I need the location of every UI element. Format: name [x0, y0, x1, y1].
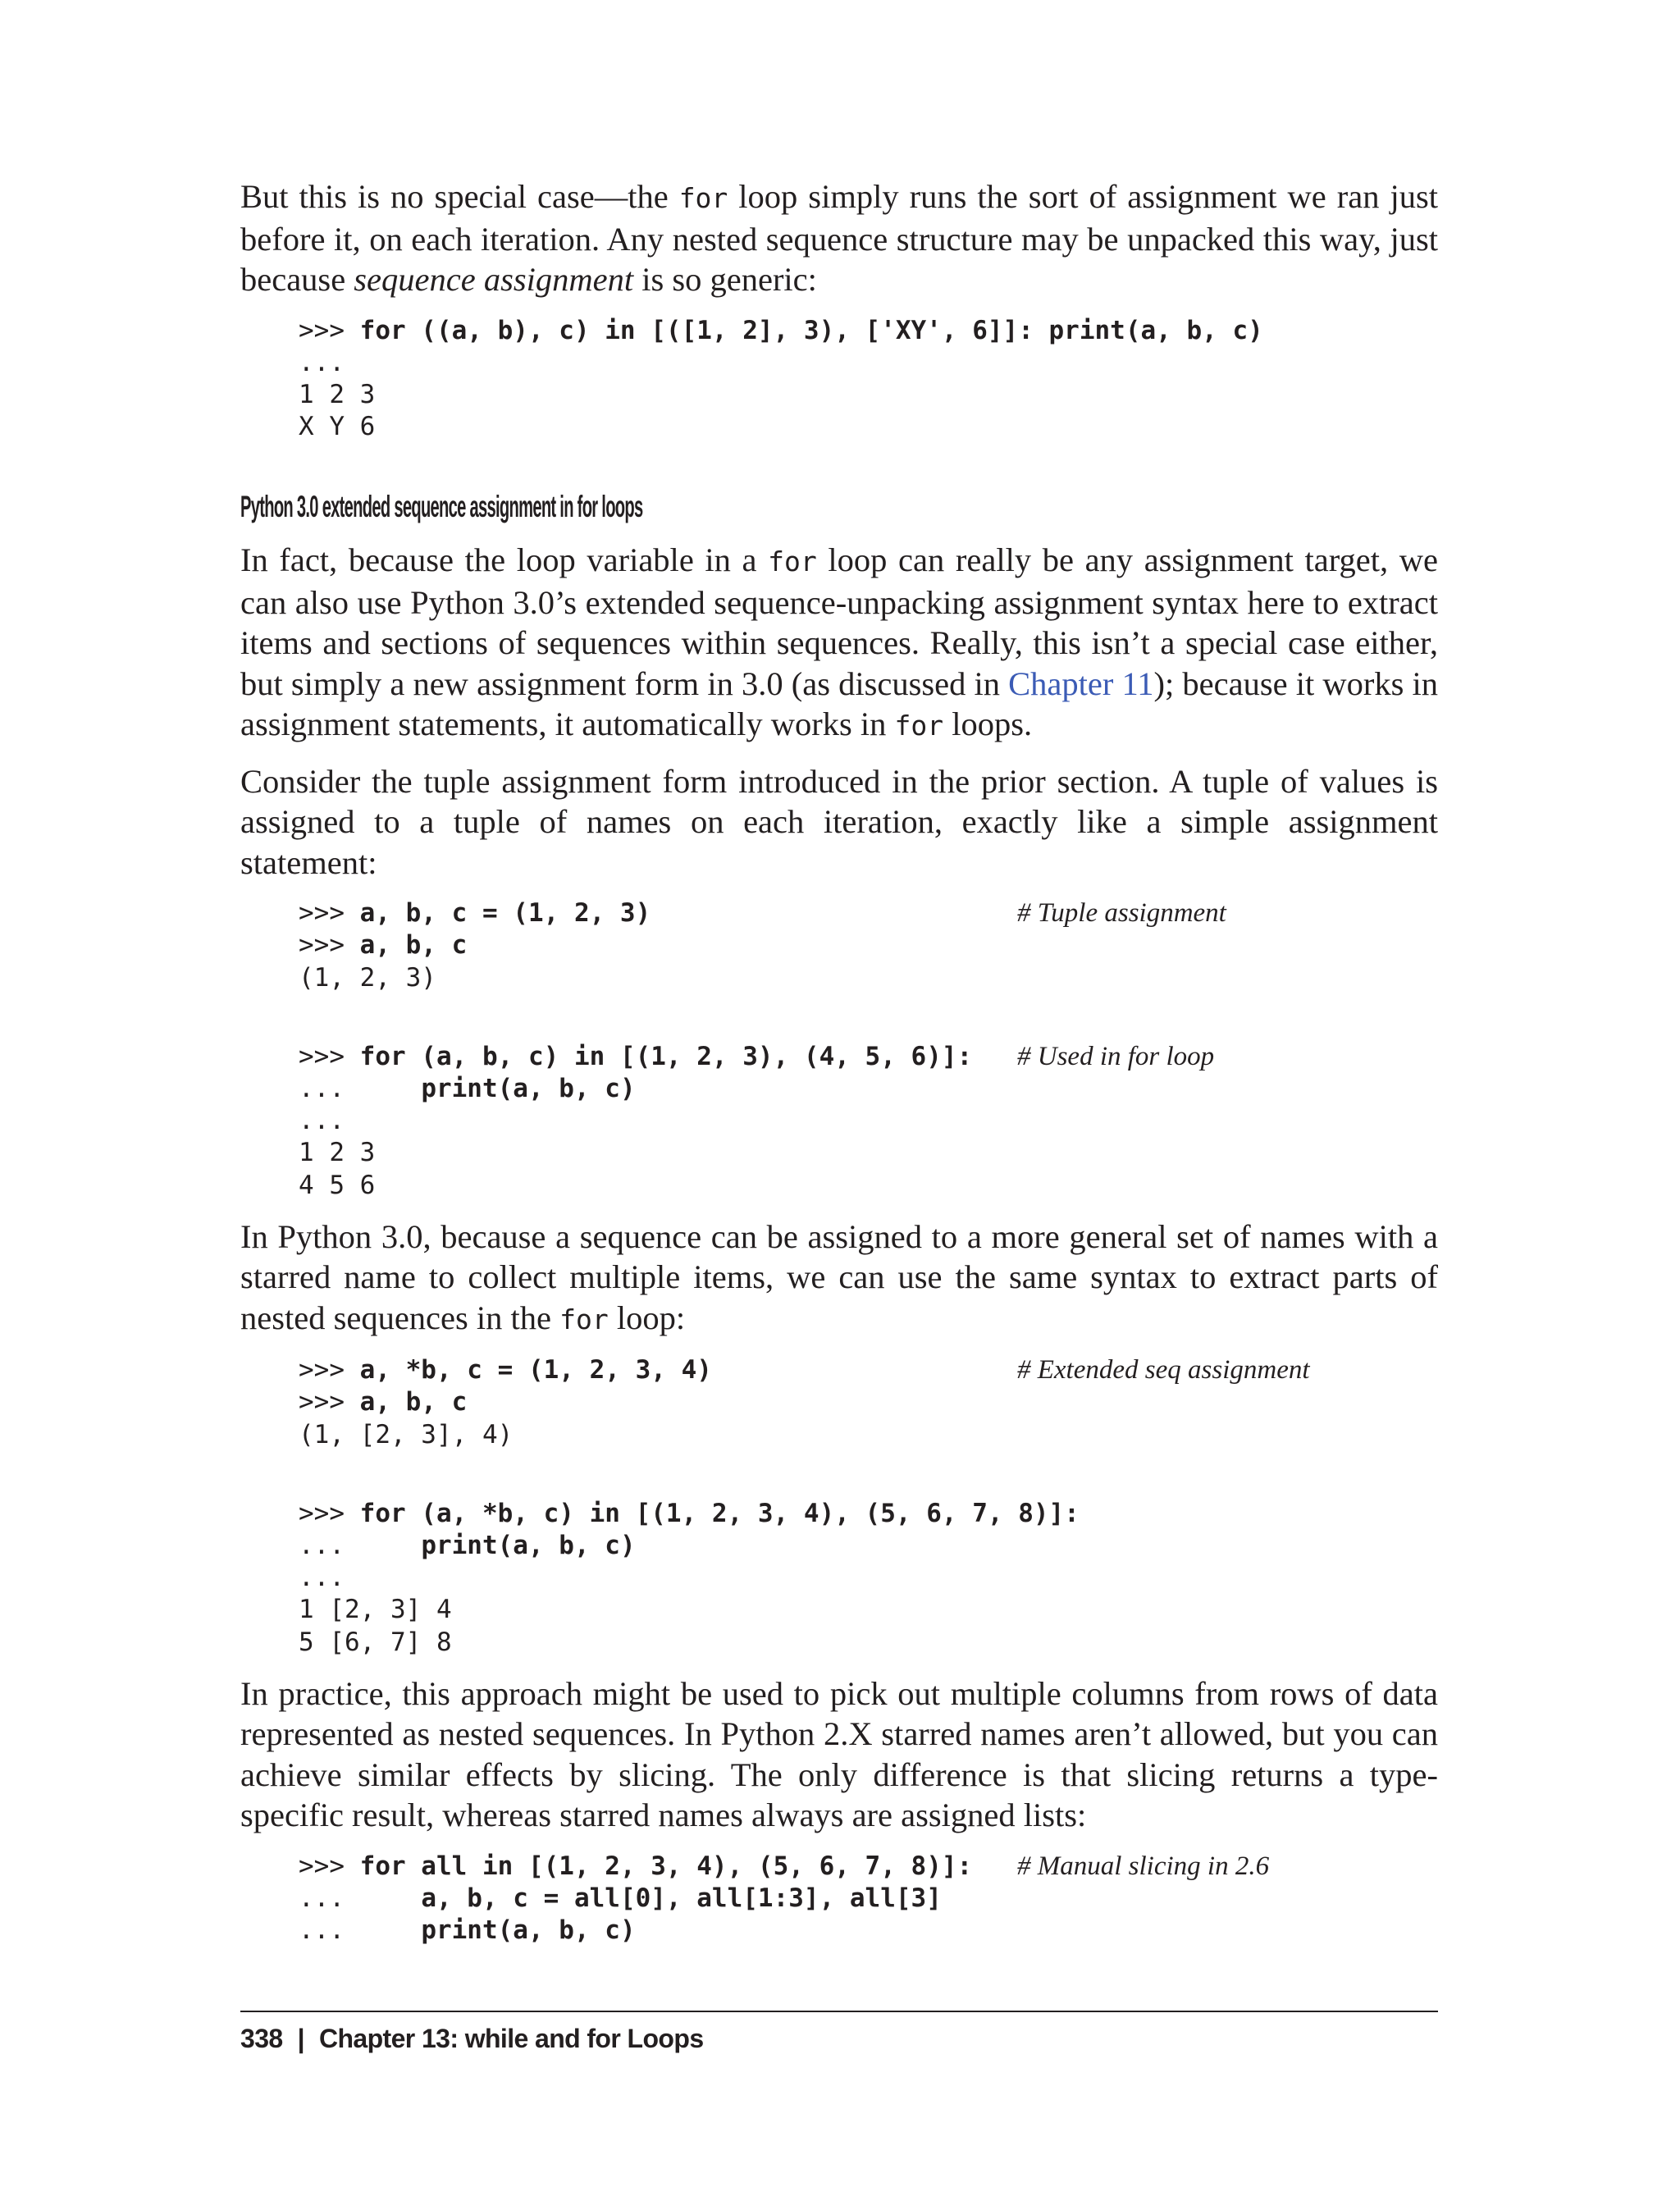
- code-prompt: 1 [2, 3] 4: [299, 1595, 452, 1625]
- code-line: [299, 1354, 1438, 1386]
- code-input: a, b, c: [359, 930, 468, 961]
- text: But this is no special case—the: [240, 178, 679, 215]
- code-line: [299, 379, 1438, 411]
- code-prompt: >>>: [299, 930, 360, 961]
- footer-rule: [240, 2011, 1438, 2012]
- code-input: a, b, c = (1, 2, 3): [359, 898, 651, 929]
- code-line: [299, 1883, 1438, 1915]
- code-comment: # Manual slicing in 2.6: [1017, 1851, 1270, 1881]
- code-block-4: [299, 1354, 1438, 1483]
- code-prompt: ...: [299, 1531, 422, 1560]
- text: loops.: [943, 705, 1033, 743]
- code-comment: # Used in for loop: [1017, 1041, 1215, 1071]
- code-spacer: [299, 1451, 1438, 1483]
- paragraph-5: In practice, this approach might be used to pick out multiple columns from rows of data represented as nested sequences. In Python 2.X starred names aren’t allowed, but you can achieve similar effects by slicing. The only difference is that slicing returns a type-specific result, whereas starred names always are assigned lists:: [240, 1674, 1438, 1834]
- paragraph-2: [240, 540, 1438, 746]
- code-block-2: [299, 897, 1438, 1026]
- code-prompt: X Y 6: [299, 412, 376, 442]
- inline-code: for: [894, 710, 944, 742]
- code-line: [299, 1915, 1438, 1947]
- code-input: a, *b, c = (1, 2, 3, 4): [359, 1355, 712, 1386]
- paragraph-4: [240, 1217, 1438, 1340]
- code-line: [299, 1594, 1438, 1626]
- code-block-6: [299, 1851, 1438, 1947]
- code-prompt: >>>: [299, 1041, 360, 1071]
- page-footer: [240, 2011, 1438, 2054]
- code-prompt: 5 [6, 7] 8: [299, 1627, 452, 1657]
- code-prompt: 1 2 3: [299, 1138, 376, 1168]
- paragraph-3: Consider the tuple assignment form introduced in the prior section. A tuple of values is assigned to a tuple of names on each iteration, exactly like a simple assignment statement:: [240, 762, 1438, 881]
- code-comment: # Tuple assignment: [1017, 898, 1226, 929]
- code-line: [299, 1073, 1438, 1105]
- code-line: [299, 1137, 1438, 1169]
- text: In Python 3.0, because a sequence can be assigned to a more general set of names with a starred name to collect multiple items, we can use the same syntax to extract parts of nested sequences in the: [240, 1217, 1438, 1336]
- code-prompt: ...: [299, 1074, 422, 1103]
- code-line: [299, 1530, 1438, 1562]
- code-prompt: ...: [299, 1106, 345, 1136]
- chapter-title: Chapter 13: while and for Loops: [318, 2024, 704, 2053]
- italic-term: sequence assignment: [354, 261, 634, 298]
- code-line: [299, 315, 1438, 347]
- code-line: [299, 1498, 1438, 1530]
- text: is so generic:: [633, 261, 817, 298]
- code-line: [299, 1419, 1438, 1451]
- inline-code: for: [768, 546, 817, 578]
- code-line: [299, 897, 1438, 929]
- code-input: print(a, b, c): [421, 1915, 636, 1946]
- code-line: [299, 962, 1438, 994]
- inline-code: for: [678, 182, 728, 214]
- page-content: [240, 176, 1438, 1961]
- code-prompt: ...: [299, 1883, 422, 1913]
- code-line: [299, 1170, 1438, 1202]
- code-input: for all in [(1, 2, 3, 4), (5, 6, 7, 8)]:: [359, 1851, 973, 1881]
- code-input: print(a, b, c): [421, 1531, 636, 1560]
- code-block-5: [299, 1498, 1438, 1659]
- code-prompt: >>>: [299, 1355, 360, 1386]
- page-number: 338: [240, 2024, 283, 2053]
- text: loop:: [608, 1299, 686, 1336]
- code-line: [299, 411, 1438, 443]
- code-prompt: ...: [299, 1563, 345, 1593]
- code-prompt: >>>: [299, 898, 360, 929]
- code-line: [299, 1562, 1438, 1594]
- code-prompt: ...: [299, 347, 345, 377]
- code-prompt: >>>: [299, 1851, 360, 1881]
- code-input: a, b, c = all[0], all[1:3], all[3]: [421, 1883, 942, 1913]
- code-input: a, b, c: [359, 1387, 468, 1418]
- inline-code: for: [559, 1303, 609, 1335]
- paragraph-1: [240, 176, 1438, 300]
- section-heading: Python 3.0 extended sequence assignment in for loops: [240, 490, 643, 524]
- code-input: for ((a, b), c) in [([1, 2], 3), ['XY', 6]]: print(a, b, c): [359, 315, 1263, 345]
- code-line: [299, 1627, 1438, 1659]
- text: loop simply runs the sort of assignment we ran just before it, on each iteration. Any nested sequence structure may be unpacked this way, just because: [240, 178, 1439, 298]
- code-line: [299, 347, 1438, 379]
- code-line: [299, 929, 1438, 961]
- code-prompt: 4 5 6: [299, 1170, 376, 1200]
- code-prompt: ...: [299, 1915, 422, 1946]
- code-prompt: (1, 2, 3): [299, 962, 436, 993]
- text: loop can really be any assignment target, we can also use Python 3.0’s extended sequence-unpacking assignment syntax here to extract items and sections of sequences within sequences. Really, this isn’t a special case either, but simply a new assignment form in 3.0 (as discussed in: [240, 541, 1438, 702]
- code-input: print(a, b, c): [421, 1074, 636, 1103]
- footer-text: [240, 2024, 1438, 2054]
- code-prompt: (1, [2, 3], 4): [299, 1419, 514, 1449]
- code-block-1: [299, 315, 1438, 444]
- code-input: for (a, *b, c) in [(1, 2, 3, 4), (5, 6, 7, 8)]:: [359, 1498, 1080, 1528]
- code-line: [299, 1105, 1438, 1137]
- text: In fact, because the loop variable in a: [240, 541, 769, 579]
- text: ); because it works in assignment statements, it automatically works in: [240, 664, 1439, 743]
- code-line: [299, 1386, 1438, 1418]
- code-input: for (a, b, c) in [(1, 2, 3), (4, 5, 6)]:: [359, 1041, 973, 1071]
- code-prompt: >>>: [299, 315, 360, 345]
- code-block-3: [299, 1041, 1438, 1202]
- code-prompt: >>>: [299, 1498, 360, 1528]
- code-line: [299, 1041, 1438, 1073]
- code-spacer: [299, 994, 1438, 1026]
- code-comment: # Extended seq assignment: [1017, 1355, 1310, 1386]
- chapter-11-link[interactable]: Chapter 11: [1008, 664, 1154, 702]
- footer-separator: |: [297, 2024, 304, 2053]
- code-prompt: 1 2 3: [299, 379, 376, 409]
- code-prompt: >>>: [299, 1387, 360, 1418]
- code-line: [299, 1851, 1438, 1883]
